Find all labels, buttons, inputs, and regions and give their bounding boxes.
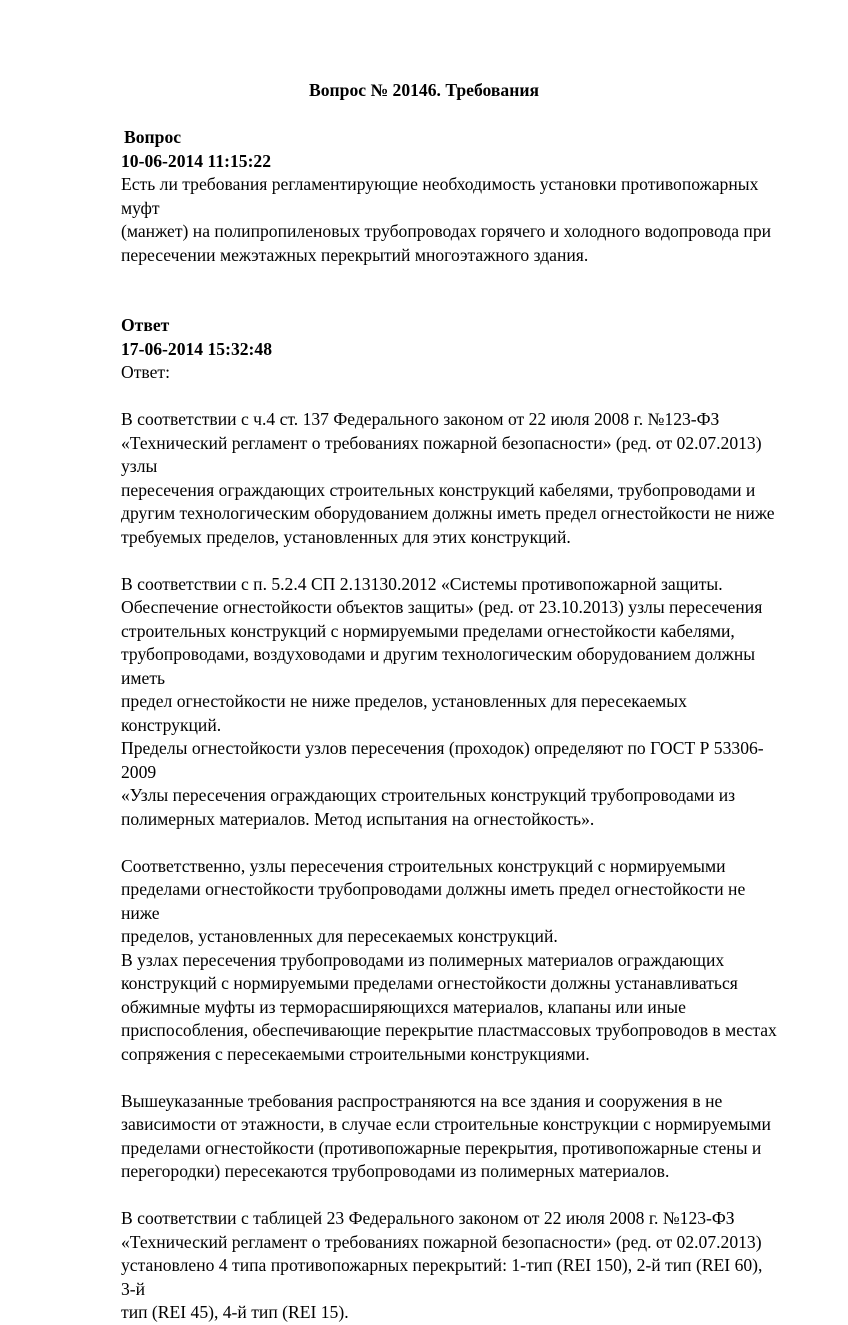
page-title: Вопрос № 20146. Требования <box>309 80 539 100</box>
answer-intro: Ответ: <box>121 362 170 382</box>
answer-datetime: 17-06-2014 15:32:48 <box>121 338 272 359</box>
answer-section <box>121 314 781 1325</box>
paragraph-spacer <box>121 1066 781 1090</box>
paragraph-spacer <box>121 385 781 409</box>
document-body <box>121 126 781 1325</box>
paragraph-spacer <box>121 831 781 855</box>
answer-paragraph: В соответствии с ч.4 ст. 137 Федерального законом от 22 июля 2008 г. №123-ФЗ «Технический регламент о требованиях пожарной безопасности» (ред. от 02.07.2013) узлы пересечения ограждающих строительных конструкций кабелями, трубопроводами и другим технологическим оборудованием должны иметь предел огнестойкости не ниже требуемых пределов, установленных для этих конструкций. <box>121 409 775 547</box>
paragraph-spacer <box>121 1184 781 1208</box>
question-section <box>121 126 781 267</box>
answer-paragraph: Вышеуказанные требования распространяются на все здания и сооружения в не зависимости от этажности, в случае если строительные конструкции с нормируемыми пределами огнестойкости (противопожарные перекрытия, противопожарные стены и перегородки) пересекаются трубопроводами из полимерных материалов. <box>121 1090 771 1181</box>
answer-paragraph: В соответствии с таблицей 23 Федерального законом от 22 июля 2008 г. №123-ФЗ «Технический регламент о требованиях пожарной безопасности» (ред. от 02.07.2013) установлено 4 типа противопожарных перекрытий: 1-тип (REI 150), 2-й тип (REI 60), 3-й тип (REI 45), 4-й тип (REI 15). <box>121 1208 763 1322</box>
answer-paragraph: В соответствии с п. 5.2.4 СП 2.13130.2012 «Системы противопожарной защиты. Обеспечение огнестойкости объектов защиты» (ред. от 23.10.2013) узлы пересечения строительных конструкций с нормируемыми пределами огнестойкости кабелями, трубопроводами, воздуховодами и другим технологическим оборудованием должны иметь предел огнестойкости не ниже пределов, установленных для пересекаемых конструкций. Пределы огнестойкости узлов пересечения (проходок) определяют по ГОСТ Р 53306-2009 «Узлы пересечения ограждающих строительных конструкций трубопроводами из полимерных материалов. Метод испытания на огнестойкость». <box>121 573 764 829</box>
question-datetime: 10-06-2014 11:15:22 <box>121 150 272 171</box>
section-spacer <box>121 267 781 314</box>
question-label: Вопрос <box>124 127 182 147</box>
answer-paragraph: Соответственно, узлы пересечения строительных конструкций с нормируемыми пределами огнестойкости трубопроводами должны иметь предел огнестойкости не ниже пределов, установленных для пересекаемых конструкций. В узлах пересечения трубопроводами из полимерных материалов ограждающих конструкций с нормируемыми пределами огнестойкости должны устанавливаться обжимные муфты из терморасширяющихся материалов, клапаны или иные приспособления, обеспечивающие перекрытие пластмассовых трубопроводов в местах сопряжения с пересекаемыми строительными конструкциями. <box>121 855 777 1064</box>
question-text: Есть ли требования регламентирующие необходимость установки противопожарных муфт (манжет) на полипропиленовых трубопроводах горячего и холодного водопровода при пересечении межэтажных перекрытий многоэтажного здания. <box>121 174 772 265</box>
answer-label: Ответ <box>121 315 170 335</box>
paragraph-spacer <box>121 549 781 573</box>
